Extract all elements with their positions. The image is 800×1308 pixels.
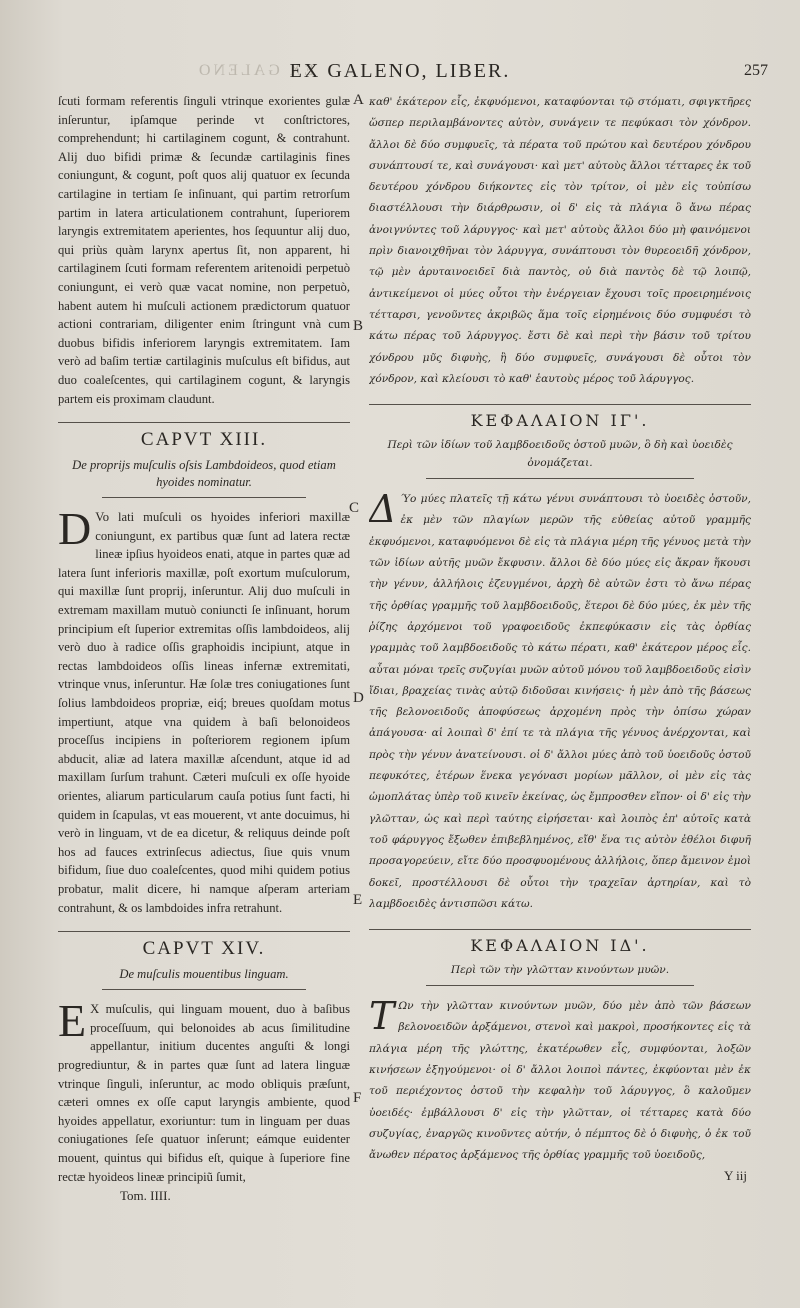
kefalaion-13-title: ΚΕΦΑΛΑΙΟΝ ΙΓ'. (470, 411, 650, 431)
greek-column (369, 92, 751, 1282)
chapter-14-text: X muſculis, qui linguam mouent, duo à baſibus proceſſuum, qui belonoides ab acus ſimilitudine appellantur, initium ducentes anguſti & longi progrediuntur, & in partes quæ ſunt ad latera linguæ vtrinque ſinguli, inſeruntur, ac modo obliquis præſunt, cæteri omnes ex oſſe caput laryngis ambiente, quod hyoides appellatur, exoriuntur: tum in linguam per duas coniugationes ſeſe quatuor inſerunt; eámque euidenter mouent, quintus qui bifidus eſt, quique à ſuperiore fine rectæ hyoideos lineæ principiũ ſumit, (58, 1002, 350, 1184)
chapter-13-dropcap: D (58, 503, 92, 555)
kefalaion-13-paragraph (369, 489, 751, 915)
margin-letter-b: B (353, 318, 364, 334)
signature-mark: Y iij (724, 1168, 747, 1184)
kefalaion-14-subtitle: Περὶ τῶν τὴν γλῶτταν κινούντων μυῶν. (450, 964, 670, 977)
kefalaion-14-dropcap: Τ (369, 994, 395, 1039)
volume-signature: Tom. IIII. (120, 1188, 171, 1204)
chapter-14-dropcap: E (58, 995, 87, 1047)
kefalaion-13-dropcap: Δ (369, 487, 397, 532)
latin-intro-paragraph: ſcuti formam referentis ſinguli vtrinque exorientes gulæ inſeruntur, ipſamque perinde vt conſtrictores, comprehendunt; hi cartilaginem cogunt, & contrahunt. Alij duo bifidi primæ & ſecundæ cartilaginis fines coniungunt, & cogunt, poſt quos alij quatuor ex ſecunda cartilagine in tertiam ſe inſinuant, qui partim retrorſum partim in latera articulationem contrahunt, ſuperiorem laryngis extremitatem aperientes, hos ſequuntur alij duo, qui priùs quàm larynx apertus ſit, non apparent, hi cartilaginem ſcuti formam referentem aritenoidi perpetuò coniungunt, ei verò quæ vacat nomine, non perpetuò, habent autem hi muſculi actionem prædictorum quatuor actioni contrariam, diligenter enim ſtringunt vnà cum duobus bifidis inferiorem laryngis extremitatem. Iam verò ad baſim tertiæ cartilaginis muſculus eſt bifidus, aut duo coaleſcentes, qui cartilaginem cogunt, & laryngis partem eis proximam claudunt. (58, 94, 350, 406)
page-number: 257 (744, 62, 768, 79)
running-head: EX GALENO, LIBER. (289, 60, 511, 82)
kefalaion-14-text: Ων τὴν γλῶτταν κινούντων μυῶν, δύο μὲν ἀπὸ τῶν βάσεων βελονοειδῶν ἀρξάμενοι, στενοὶ καὶ μακροὶ, προσήκοντες εἰς τὰ πλάγια μέρη τῆς γλώττης, ἑκατέρωθεν εἷς, συμφύονται, λοξῶν κινήσεων ἐξηγούμενοι· οἱ δ' ἄλλοι λοιποὶ πάντες, ἐκφύονται μὲν ἐκ τοῦ περιέχοντος ὀστοῦ τὴν κεφαλὴν τοῦ λάρυγγος, ὃ καλοῦμεν ὑοειδές· ἐμβάλλουσι δ' εἰς τὴν γλῶτταν, οἱ τέτταρες κατὰ δύο συζυγίας, ἐναργῶς κινοῦντες αὐτήν, ὁ πέμπτος δὲ ὁ διφυὴς, ὁ ἐκ τοῦ ἄνωθεν πέρατος ἀρξάμενος τῆς ὀρθίας γραμμῆς τοῦ ὑοειδοῦς, (369, 1000, 751, 1162)
margin-letter-e: E (353, 892, 363, 908)
chapter-14-title: CAPVT XIV. (142, 938, 266, 960)
margin-letter-c: C (349, 500, 360, 516)
chapter-14-paragraph (58, 995, 350, 1186)
chapter-13-title: CAPVT XIII. (140, 429, 268, 451)
chapter-14-subtitle: De muſculis mouentibus linguam. (119, 967, 289, 982)
latin-column (58, 92, 350, 1282)
bleed-through-text: EX GALENO (196, 62, 315, 79)
kefalaion-13-subtitle: Περὶ τῶν ἰδίων τοῦ λαμβδοειδοῦς ὀστοῦ μυῶν, ὃ δὴ καὶ ὑοειδὲς ὀνομάζεται. (387, 439, 733, 470)
margin-letter-a: A (353, 92, 364, 108)
chapter-13-paragraph (58, 503, 350, 917)
margin-letter-f: F (353, 1090, 362, 1106)
chapter-13-subtitle: De proprijs muſculis oſsis Lambdoideos, quod etiam hyoides nominatur. (72, 458, 336, 490)
greek-intro-paragraph: καθ' ἑκάτερον εἷς, ἐκφυόμενοι, καταφύονται τῷ στόματι, σφιγκτῆρες ὥσπερ περιλαμβάνοντες αὐτὸν, συνάγειν τε πεφύκασι τὸν χόνδρον. ἄλλοι δὲ δύο συμφυεῖς, τὰ πέρατα τοῦ πρώτου καὶ δευτέρου χόνδρου συνάπτουσί τε, καὶ συνάγουσι· καὶ μετ' αὐτοὺς ἄλλοι τέτταρες ἐκ τοῦ δευτέρου χόνδρου διήκοντες εἰς τὸν τρίτον, οἱ μὲν εἰς τοὐπίσω διαστέλλουσι τὴν διάρθρωσιν, οἱ δ' εἰς τὰ πλάγια ὃ ἄνω πέρας ἀνοιγνύντες τοῦ λάρυγγος· καὶ μετ' αὐτοὺς ἄλλοι δύο μὴ φαινόμενοι πρὶν διανοιχθῆναι τὸν λάρυγγα, συνάπτουσι τὸν θυρεοειδῆ χόνδρον, τῷ μὲν ἀρυταινοειδεῖ διὰ παντὸς, οὐ διὰ παντὸς δὲ τῷ λοιπῷ, ἀντικείμενοι οἱ μύες οὗτοι τὴν ἐνέργειαν ἔχουσι τοῖς προειρημένοις τέτταρσι, γενοῦντες ἀκριβῶς ἅμα τοῖς εἰρημένοις δύο συμφυέσι τὸ κάτω πέρας τοῦ λάρυγγος. ἔστι δὲ καὶ περὶ τὴν βάσιν τοῦ τρίτου χόνδρου μῦς διφυὴς, ἢ δύο συμφυεῖς, συνάγουσι δὲ οὗτοι τὸν χόνδρον, καὶ κλείουσι τὸ καθ' ἑαυτοὺς μέρος τοῦ λάρυγγος. (369, 96, 751, 385)
kefalaion-14-paragraph (369, 996, 751, 1166)
chapter-13-text: Vo lati muſculi os hyoides inferiori maxillæ coniungunt, ex partibus quæ ſunt ad latera rectæ lineæ ipſius hyoideos enati, atque in partes quæ ad latera ſunt inferioris maxillæ, poſt exortum muſculorum, qui maxillæ ſunt proprij, inſeruntur. Alij duo muſculi in extremam maxillam mutuò coniuncti ſe inſinuant, horum principium eſt ſuperior extremitas oſſis lambdoideos, alij verò duo à radice oſſis graphoidis incipiunt, atque in rectas lambdoideos oſſis lineas infernæ extremitati, vtrinque vnus, inſeruntur. Hæ ſolæ tres coniugationes ſunt ſolius lambdoideos propriæ, eiq́; breues quoſdam motus impertiunt, atque vna quidem à baſi belonoideos proceſſus incipiens in poſteriorem regionem ipſum abducit, aliæ ad latera maxillæ aſcendunt, atque id ad maxillam ſurſum trahunt. Cæteri muſculi ex oſſe hyoide orientes, aliarum particularum cauſa potius ſunt facti, hi quidem in ſcapulas, vt eas mouerent, vt ante docuimus, hi verò in linguam, vt de ea dicetur, & reliquus deinde poſt hos ad fauces extrinſecus adiectus, ſiue quis vnum bifidum, ſiue duo coaleſcentes, quod mihi quidem potius probatur, malit dicere, hi namque aſperam arteriam contrahunt, & os lambdoides infra retrahunt. (58, 510, 350, 915)
kefalaion-14-title: ΚΕΦΑΛΑΙΟΝ ΙΔ'. (470, 936, 650, 956)
kefalaion-13-text: Ύο μύες πλατεῖς τῇ κάτω γένυι συνάπτουσι τὸ ὑοειδὲς ὀστοῦν, ἐκ μὲν τῶν πλαγίων μερῶν τῆς εὐθείας αὐτοῦ γραμμῆς ἐκφυόμενοι, καταφυόμενοι δὲ εἰς τὰ πλάγια μέρη τῆς γένυος μετὰ τὴν τῶν ἰδίων αὐτῆς μυῶν ἔκφυσιν. ἄλλοι δὲ δύο μύες εἰς ἄκραν ἥκουσι τὴν γένυν, ἀλλήλοις ἐζευγμένοι, ἀρχὴ δὲ αὐτῶν ἐστι τὸ ἄνω πέρας τῆς ὀρθίας γραμμῆς τοῦ λαμβδοειδοῦς, ἕτεροι δὲ δύο μύες, ἐκ μὲν τῆς ῥίζης ἀρχόμενοι τοῦ γραφοειδοῦς ἐκπεφύκασιν εἰς τὰς ὀρθίας γραμμὰς τοῦ λαμβδοειδοῦς τὸ κάτω πέρατι, καθ' ἑκάτερον μέρος εἷς. αὗται μόναι τρεῖς συζυγίαι μυῶν αὐτοῦ μόνου τοῦ λαμβδοειδοῦς εἰσὶν ἴδιαι, βραχείας τινὰς αὐτῷ διδοῦσαι κινήσεις· ἡ μὲν ἀπὸ τῆς βάσεως τῆς βελονοειδοῦς ἀποφύσεως ἀρχομένη πρὸς τὴν ὀπίσω χώραν ἀπάγουσα· αἱ λοιπαὶ δ' ἐπί τε τὰ πλάγια τῆς γένυος ἀνέρχονται, καὶ πρὸς τὴν γένυν ἀνατείνουσι. οἱ δ' ἄλλοι μύες ἀπὸ τοῦ ὑοειδοῦς ὀστοῦ πεφυκότες, ἑτέρων ἕνεκα γεγόνασι μορίων μᾶλλον, οἱ μὲν εἰς τὰς ὠμοπλάτας ὑπὲρ τοῦ κινεῖν ἐκείνας, ὡς ἔμπροσθεν εἴπον· οἱ δ' εἰς τὴν γλῶτταν, ὡς καὶ περὶ ταύτης εἰρήσεται· καὶ λοιπὸς ἐπ' αὐτοῖς κατὰ τοῦ φάρυγγος ἔξωθεν ἐπιβεβλημένος, εἴθ' ἕνα τις αὐτὸν ἐθέλοι διφυῆ προσαγορεύειν, εἴτε δύο προσφυομένους ἀλλήλοις, ὅπερ ἄμεινον ἐμοὶ δοκεῖ, προστέλλουσι δὲ οὗτοι τὴν τραχεῖαν ἀρτηρίαν, καὶ τὸ λαμβδοειδὲς ἀντισπῶσι κάτω. (369, 493, 751, 910)
margin-letter-d: D (353, 690, 364, 706)
